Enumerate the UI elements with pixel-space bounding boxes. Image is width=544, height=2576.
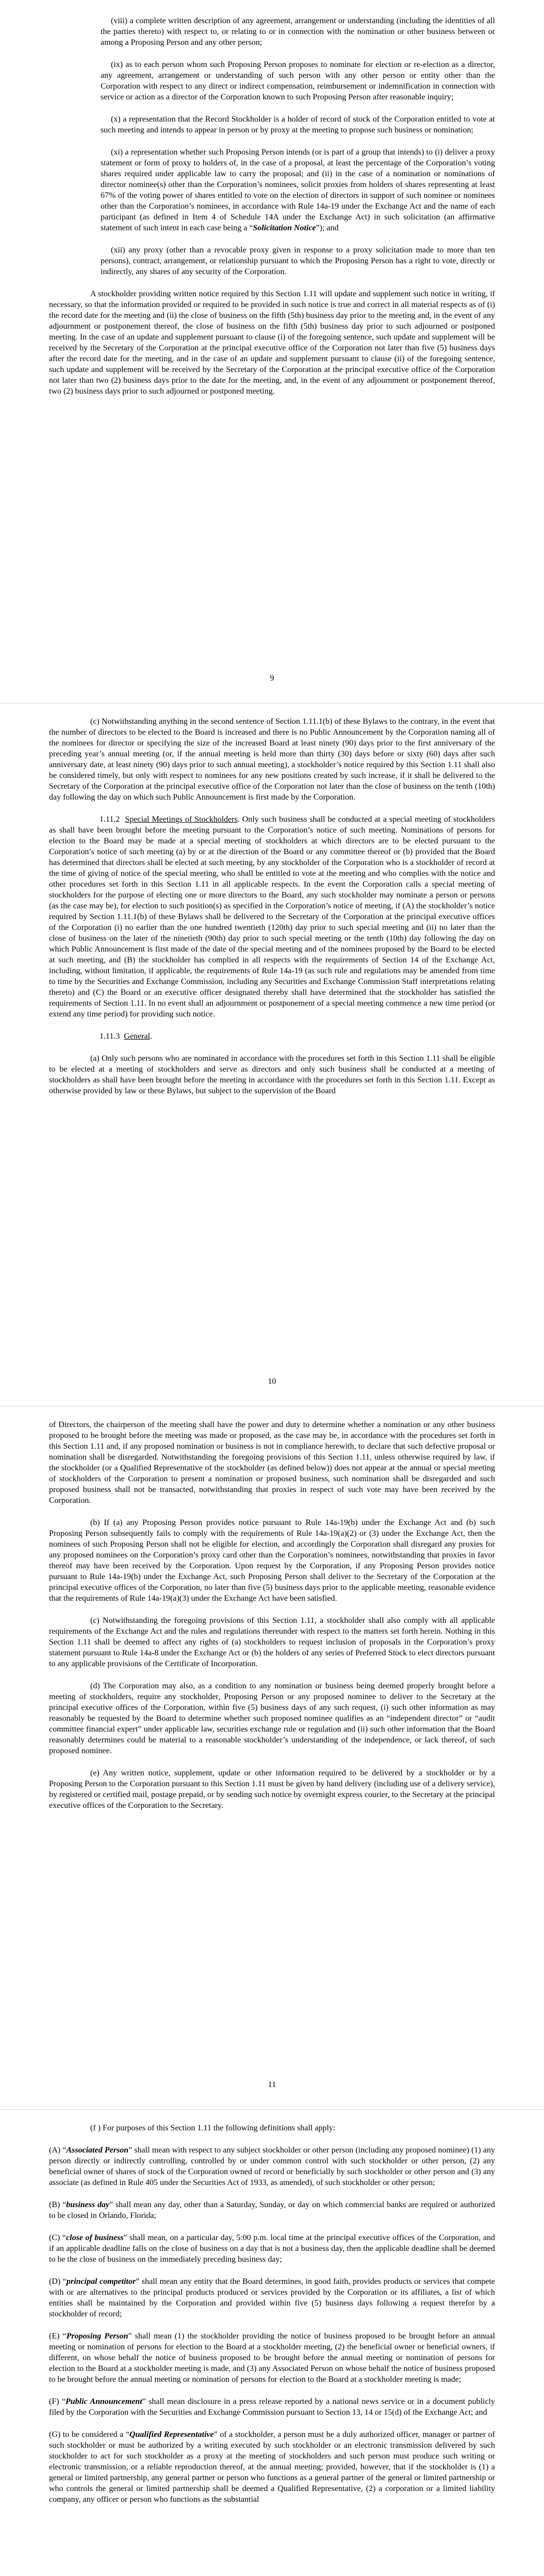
update-supplement-paragraph: A stockholder providing written notice required by this Section 1.11 will update and supplement such notice in writing, if necessary, so that the information provided or required to be provided in such notice is true and correct in all material respects as of (i) the record date for the meeting and (ii) the close of business on the fifth (5th) business day prior to the meeting and, in the event of any adjournment or postponement thereof, the close of business on the fifth (5th) business day prior to such adjourned or postponed meeting. In the case of an update and supplement pursuant to clause (i) of the foregoing sentence, such update and supplement will be received by the Secretary of the Corporation at the principal executive office of the Corporation not later than five (5) business days after the record date for the meeting, and in the case of an update and supplement pursuant to clause (ii) of the foregoing sentence, such update and supplement will be received by the Secretary of the Corporation at the principal executive office of the Corporation not later than two (2) business days prior to the date for the meeting, and, in the event of any adjournment or postponement thereof, two (2) business days prior to such adjourned or postponed meeting. [49,290,495,396]
defined-term-solicitation-notice: Solicitation Notice [253,224,316,232]
definition-qualified-representative: (G) to be considered a “Qualified Representative” of a stockholder, a person must be a duly authorized officer, manager or partner of such stockholder or must be authorized by a writing executed by such stockholder or an electronic transmission delivered by such stockholder to act for such stockholder as a proxy at the meeting of stockholders and such person must produce such writing or electronic transmission, or a reliable reproduction thereof, at the annual meeting; provided, however, that if the stockholder is (1) a general or limited partnership, any general partner or person who functions as a general partner of the general or limited partnership or who controls the general or limited partnership shall be deemed a Qualified Representative, (2) a corporation or a limited liability company, any officer or person who functions as the substantial [49,2430,496,2504]
section-1-11-3: 1.11.3 General. [100,1032,153,1041]
page-number: 10 [268,1377,276,1386]
definition-proposing-person: (E) “Proposing Person” shall mean (1) the stockholder providing the notice of business proposed to be brought before an annual meeting or nomination of persons for election to the Board at a stockholder meeting, (2) the beneficial owner or beneficial owners, if different, on whose behalf the notice of business proposed to be brought before the annual meeting or nomination of persons for election to the Board at a stockholder meeting is made, and (3) any Associated Person on whose behalf the notice of business proposed to be brought before the annual meeting or nomination of persons for election to the Board at a stockholder meeting is made; [49,2332,496,2384]
definition-close-of-business: (C) “close of business” shall mean, on a particular day, 5:00 p.m. local time at the principal executive offices of the Corporation, and if an applicable deadline falls on the close of business on a day that is not a business day, then the applicable deadline shall be deemed to be the close of business on the immediately preceding business day; [49,2233,496,2264]
paragraph-a-continued: of Directors, the chairperson of the meeting shall have the power and duty to determine whether a nomination or any other business proposed to be brought before the meeting was made or proposed, as the case may be, in accordance with the procedures set forth in this Section 1.11 and, if any proposed nomination or business is not in compliance herewith, to declare that such defective proposal or nomination shall be disregarded. Notwithstanding the foregoing provisions of this Section 1.11, unless otherwise required by law, if the stockholder (or a Qualified Representative of the stockholder (as defined below)) does not appear at the annual or special meeting of stockholders of the Corporation to present a nomination or proposed business, such nomination shall be disregarded and such proposed business shall not be transacted, notwithstanding that proxies in respect of such vote may have been received by the Corporation. [49,1420,495,1505]
definition-public-announcement: (F) “Public Announcement” shall mean disclosure in a press release reported by a national news service or in a document publicly filed by the Corporation with the Securities and Exchange Commission pursuant to Section 13, 14 or 15(d) of the Exchange Act; and [49,2397,496,2417]
clause-xi: (xi) a representation whether such Proposing Person intends (or is part of a group that intends) to (i) deliver a proxy statement or form of proxy to holders of, in the case of a proposal, at least the percentage of the Corporation’s voting shares required under applicable law to carry the proposal; and (ii) in the case of a nomination or nominations of director nominee(s) other than the Corporation’s nominees, solicit proxies from holders of shares representing at least 67% of the voting power of shares entitled to vote on the election of directors in support of such nominee or nominees other than the Corporation’s nominees, in accordance with Rule 14a-19 under the Exchange Act and the name of each participant (as defined in Item 4 of Schedule 14A under the Exchange Act) in such solicitation (an affirmative statement of such intent in each case being a “Solicitation Notice”); and [101,148,496,232]
clause-x: (x) a representation that the Record Stockholder is a holder of record of stock of the Corporation entitled to vote at such meeting and intends to appear in person or by proxy at the meeting to propose such business or nomination; [101,115,496,134]
clause-xii: (xii) any proxy (other than a revocable proxy given in response to a proxy solicitation made to more than ten persons), contract, arrangement, or relationship pursuant to which the Proposing Person has a right to vote, directly or indirectly, any shares of any security of the Corporation. [101,246,496,276]
paragraph-c-board-increase: (c) Notwithstanding anything in the second sentence of Section 1.11.1(b) of these Bylaws to the contrary, in the event that the number of directors to be elected to the Board is increased and there is no Public Announcement by the Corporation naming all of the nominees for director or specifying the size of the increased Board at least ninety (90) days prior to the first anniversary of the preceding year’s annual meeting (or, if the annual meeting is held more than thirty (30) days before or sixty (60) days after such anniversary date, at least ninety (90) days prior to such annual meeting), a stockholder’s notice required by this Section 1.11 shall also be considered timely, but only with respect to nominees for any new positions created by such increase, if it shall be delivered to the Secretary of the Corporation at the principal executive office of the Corporation not later than the close of business on the tenth (10th) day following the day on which such Public Announcement is first made by the Corporation. [49,717,495,802]
page-number: 9 [270,674,274,683]
definition-associated-person: (A) “Associated Person” shall mean with respect to any subject stockholder or other person (including any proposed nominee) (1) any person directly or indirectly controlling, controlled by or under common control with such stockholder or other person, (2) any beneficial owner of shares of stock of the Corporation owned of record or beneficially by such stockholder or other person and (3) any associate (as defined in Rule 405 under the Securities Act of 1933, as amended), of such stockholder or other person; [49,2146,496,2187]
section-heading-special-meetings: Special Meetings of Stockholders [125,815,238,824]
clause-ix: (ix) as to each person whom such Proposing Person proposes to nominate for election or re-election as a director, any agreement, arrangement or understanding of such person with any other person or entity other than the Corporation with respect to any direct or indirect compensation, reimbursement or indemnification in connection with service or action as a director of the Corporation known to such Proposing Person after reasonable inquiry; [101,60,496,101]
paragraph-a-eligibility: (a) Only such persons who are nominated in accordance with the procedures set forth in this Section 1.11 shall be eligible to be elected at a meeting of stockholders and serve as directors and only such business shall be conducted at a meeting of stockholders as shall have been brought before the meeting in accordance with the procedures set forth in this Section 1.11. Except as otherwise provided by law or these Bylaws, but subject to the supervision of the Board [49,1054,495,1095]
paragraph-b-rule-14a-19: (b) If (a) any Proposing Person provides notice pursuant to Rule 14a-19(b) under the Exchange Act and (b) such Proposing Person subsequently fails to comply with the requirements of Rule 14a-19(a)(2) or (3) under the Exchange Act, then the nominees of such Proposing Person shall not be eligible for election, and accordingly the Corporation shall disregard any proxies for any proposed nominees on the Corporation’s proxy card other than the Corporation’s nominees, notwithstanding that proxies in favor thereof may have been received by the Corporation. Upon request by the Corporation, if any Proposing Person provides notice pursuant to Rule 14a-19(b) under the Exchange Act, such Proposing Person shall deliver to the Secretary of the Corporation at the principal executive offices of the Corporation, no later than five (5) business days prior to the applicable meeting, reasonable evidence that the requirements of Rule 14a-19(a)(3) under the Exchange Act have been satisfied. [49,1518,495,1603]
section-heading-general: General [124,1032,151,1041]
page-10 [0,703,544,1406]
paragraph-c-exchange-act: (c) Notwithstanding the foregoing provisions of this Section 1.11, a stockholder shall also comply with all applicable requirements of the Exchange Act and the rules and regulations thereunder with respect to the matters set forth herein. Nothing in this Section 1.11 shall be deemed to affect any rights of (a) stockholders to request inclusion of proposals in the Corporation’s proxy statement pursuant to Rule 14a-8 under the Exchange Act or (b) the holders of any series of Preferred Stock to elect directors pursuant to any applicable provisions of the Certificate of Incorporation. [49,1616,495,1668]
paragraph-e-delivery: (e) Any written notice, supplement, update or other information required to be delivered by a stockholder or by a Proposing Person to the Corporation pursuant to this Section 1.11 must be given by hand delivery (including use of a delivery service), by registered or certified mail, postage prepaid, or by sending such notice by overnight express courier, to the Secretary at the principal executive offices of the Corporation to the Secretary. [49,1769,495,1810]
page-12 [0,2110,544,2576]
definition-business-day: (B) “business day” shall mean any day, other than a Saturday, Sunday, or day on which commercial banks are required or authorized to be closed in Orlando, Florida; [49,2200,496,2220]
page-9 [0,0,544,703]
section-1-11-2: 1.11.2 Special Meetings of Stockholders. Only such business shall be conducted at a special meeting of stockholders as shall have been brought before the meeting pursuant to the Corporation’s notice of such meeting. Nominations of persons for election to the Board may be made at a special meeting of stockholders at which directors are to be elected pursuant to the Corporation’s notice of such meeting (a) by or at the direction of the Board or any committee thereof or (b) provided that the Board has determined that directors shall be elected at such meeting, by any stockholder of the Corporation who is a stockholder of record at the time of giving of notice of the special meeting, who shall be entitled to vote at the meeting and who complies with the notice and other procedures set forth in this Section 1.11 in all applicable respects. In the event the Corporation calls a special meeting of stockholders for the purpose of electing one or more directors to the Board, any such stockholder may nominate a person or persons (as the case may be), for election to such position(s) as specified in the Corporation’s notice of meeting, if (A) the stockholder’s notice required by Section 1.11.1(b) of these Bylaws shall be delivered to the Secretary of the Corporation at the principal executive offices of the Corporation (i) no earlier than the one hundred twentieth (120th) day prior to such special meeting and (ii) no later than the close of business on the later of the ninetieth (90th) day prior to such special meeting or the tenth (10th) day following the day on which Public Announcement is first made of the date of the special meeting and of the nominees proposed by the Board to be elected at such meeting, and (B) the stockholder has complied in all respects with the requirements of Section 14 of the Exchange Act, including, without limitation, if applicable, the requirements of Rule 14a-19 (as such rule and regulations may be amended from time to time by the Securities and Exchange Commission, including any Securities and Exchange Commission Staff interpretations relating thereto) and (C) the Board or an executive officer designated thereby shall have determined that the stockholder has satisfied the requirements of Section 1.11. In no event shall an adjournment or postponement of a special meeting commence a new time period (or extend any time period) for providing such notice. [49,815,496,1019]
clause-viii: (viii) a complete written description of any agreement, arrangement or understanding (including the identities of all the parties thereto) with respect to, or relating to or in connection with the nomination or other business between or among a Proposing Person and any other person; [101,16,495,47]
definitions-intro: (f ) For purposes of this Section 1.11 the following definitions shall apply: [90,2124,336,2132]
definition-principal-competitor: (D) “principal competitor” shall mean any entity that the Board determines, in good faith, provides products or services that compete with or are alternatives to the principal products produced or services provided by the Corporation or its affiliates, a list of which entities shall be maintained by the Corporation and provided within five (5) business days following a request therefor by a stockholder of record; [49,2277,496,2318]
page-number: 11 [268,2080,276,2089]
page-11 [0,1406,544,2110]
paragraph-d-conditions: (d) The Corporation may also, as a condition to any nomination or business being deemed properly brought before a meeting of stockholders, require any stockholder, Proposing Person or any proposed nominee to deliver to the Secretary at the principal executive offices of the Corporation, within five (5) business days of any such request, (i) such other information as may reasonably be requested by the Board to determine whether such proposed nominee qualifies as an “independent director” or “audit committee financial expert” under applicable law, securities exchange rule or regulation and (ii) such other information that the Board reasonably determines could be material to a reasonable stockholder’s understanding of the independence, or lack thereof, of such proposed nominee. [49,1682,495,1755]
